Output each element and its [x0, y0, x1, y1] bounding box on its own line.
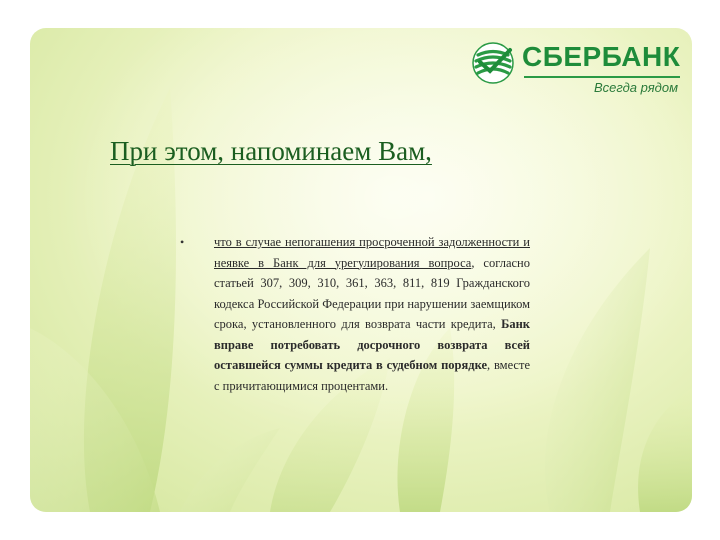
closing-text: , вместе с причитающимися процентами.	[214, 358, 530, 393]
brand-tagline: Всегда рядом	[593, 80, 678, 95]
slide-title: При этом, напоминаем Вам,	[110, 136, 432, 166]
logo-divider	[524, 76, 680, 78]
underlined-clause: что в случае непогашения просроченной задолженности и неявке в Банк для урегулирования вопроса	[214, 235, 530, 270]
bullet-marker: •	[180, 235, 185, 249]
bullet-text	[214, 232, 530, 396]
legal-reference-text: , согласно статьей 307, 309, 310, 361, 363, 811, 819 Гражданского кодекса Российской Федерации при нарушении заемщиком срока, установленного для возврата части кредита,	[214, 255, 530, 331]
sberbank-logo	[470, 36, 684, 102]
slide	[30, 28, 692, 512]
bullet-list	[180, 232, 530, 396]
list-item	[180, 232, 530, 396]
brand-name: СБЕРБАНК	[522, 41, 681, 72]
bold-warning-text: Банк вправе потребовать досрочного возврата всей оставшейся суммы кредита в судебном порядке	[214, 317, 530, 372]
